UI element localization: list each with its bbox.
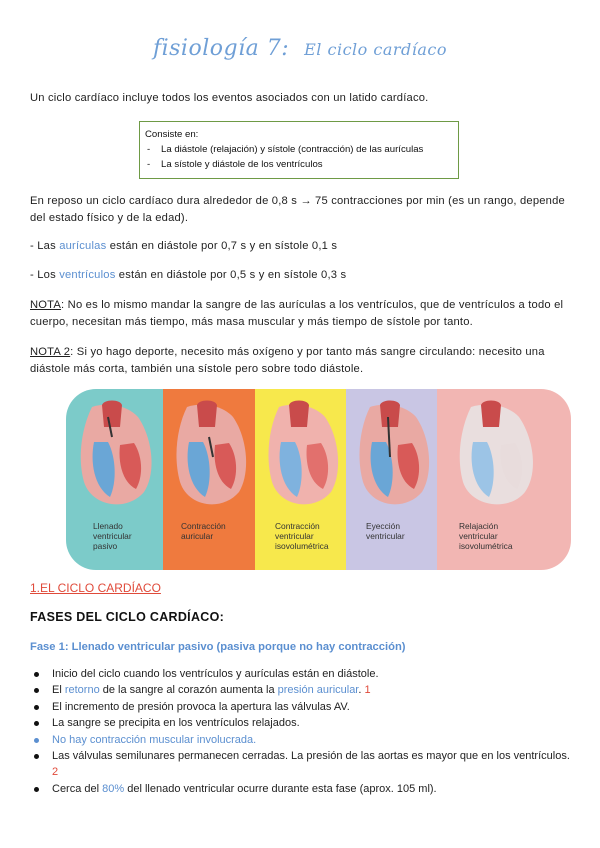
- list-item: Las válvulas semilunares permanecen cerradas. La presión de las aortas es mayor que en los ventrículos. 2: [30, 748, 575, 781]
- ventriculos-line: - Los ventrículos están en diástole por 0,5 s y en sístole 0,3 s: [30, 269, 347, 281]
- panel-label-line: Contracción: [181, 521, 226, 531]
- nota-2: NOTA 2: Si yo hago deporte, necesito más oxígeno y por tanto más sangre circulando: necesito una diástole más corta, también una sístole pero sobre todo diástole.: [30, 346, 545, 375]
- fase-1-heading: Fase 1: Llenado ventricular pasivo (pasiva porque no hay contracción): [30, 641, 406, 653]
- auriculas-line: - Las aurículas están en diástole por 0,7 s y en sístole 0,1 s: [30, 240, 338, 252]
- heart-illustration: [451, 397, 541, 517]
- panel-label-line: ventricular: [366, 531, 405, 541]
- panel-label-line: auricular: [181, 531, 214, 541]
- footnote-ref: 2: [52, 766, 59, 779]
- page-title: [0, 36, 600, 61]
- footnote-ref: 1: [364, 684, 371, 697]
- list-item: El retorno de la sangre al corazón aumenta la presión auricular. 1: [30, 682, 575, 698]
- panel-label-line: ventricular: [93, 531, 132, 541]
- panel-label-line: pasivo: [93, 541, 118, 551]
- reposo-text: En reposo un ciclo cardíaco dura alrededor de 0,8 s → 75 contracciones por min (es un rango, depende del estado físico y de la edad).: [30, 195, 565, 224]
- list-item: La sangre se precipita en los ventrículos relajados.: [30, 715, 575, 731]
- title-sub: El ciclo cardíaco: [304, 40, 448, 59]
- heart-illustration: [261, 397, 343, 517]
- panel-label-line: isovolumétrica: [275, 541, 329, 551]
- intro-text: Un ciclo cardíaco incluye todos los eventos asociados con un latido cardíaco.: [30, 92, 429, 104]
- nota-2-label: NOTA 2: [30, 346, 71, 358]
- heart-illustration: [169, 397, 251, 517]
- panel-llenado-pasivo: [66, 389, 163, 570]
- nota-1: NOTA: No es lo mismo mandar la sangre de las aurículas a los ventrículos, que de ventrículos a todo el cuerpo, necesitan más tiempo, más masa muscular y más tiempo de sístole por tanto.: [30, 299, 564, 328]
- panel-label-line: Eyección: [366, 521, 400, 531]
- heart-illustration: [352, 397, 434, 517]
- list-item: Cerca del 80% del llenado ventricular ocurre durante esta fase (aprox. 105 ml).: [30, 781, 575, 797]
- title-main: fisiología 7:: [152, 36, 290, 61]
- panel-label-line: Contracción: [275, 521, 320, 531]
- list-item: El incremento de presión provoca la apertura las válvulas AV.: [30, 699, 575, 715]
- summary-box: [139, 121, 459, 179]
- box-item: - La sístole y diástole de los ventrículos: [147, 159, 323, 170]
- panel-eyeccion-ventricular: [346, 389, 437, 570]
- section-heading: 1.EL CICLO CARDÍACO: [30, 581, 161, 595]
- list-item: Inicio del ciclo cuando los ventrículos y aurículas están en diástole.: [30, 666, 575, 682]
- cardiac-cycle-figure: [66, 389, 571, 570]
- ventriculos-highlight: ventrículos: [59, 269, 116, 281]
- fases-heading: FASES DEL CICLO CARDÍACO:: [30, 610, 225, 624]
- panel-contraccion-isovolumetrica: [255, 389, 346, 570]
- nota-1-label: NOTA: [30, 299, 62, 311]
- panel-label-line: isovolumétrica: [459, 541, 513, 551]
- panel-label-line: ventricular: [275, 531, 314, 541]
- panel-label-line: Relajación: [459, 521, 499, 531]
- box-item: - La diástole (relajación) y sístole (contracción) de las aurículas: [147, 144, 424, 155]
- panel-contraccion-auricular: [163, 389, 255, 570]
- panel-label-line: Llenado: [93, 521, 123, 531]
- list-item: No hay contracción muscular involucrada.: [30, 732, 575, 748]
- panel-relajacion-isovolumetrica: [437, 389, 571, 570]
- heart-illustration: [72, 397, 158, 517]
- auriculas-highlight: aurículas: [59, 240, 107, 252]
- fase-1-list: [30, 666, 575, 797]
- panel-label-line: ventricular: [459, 531, 498, 541]
- box-heading: Consiste en:: [145, 129, 199, 140]
